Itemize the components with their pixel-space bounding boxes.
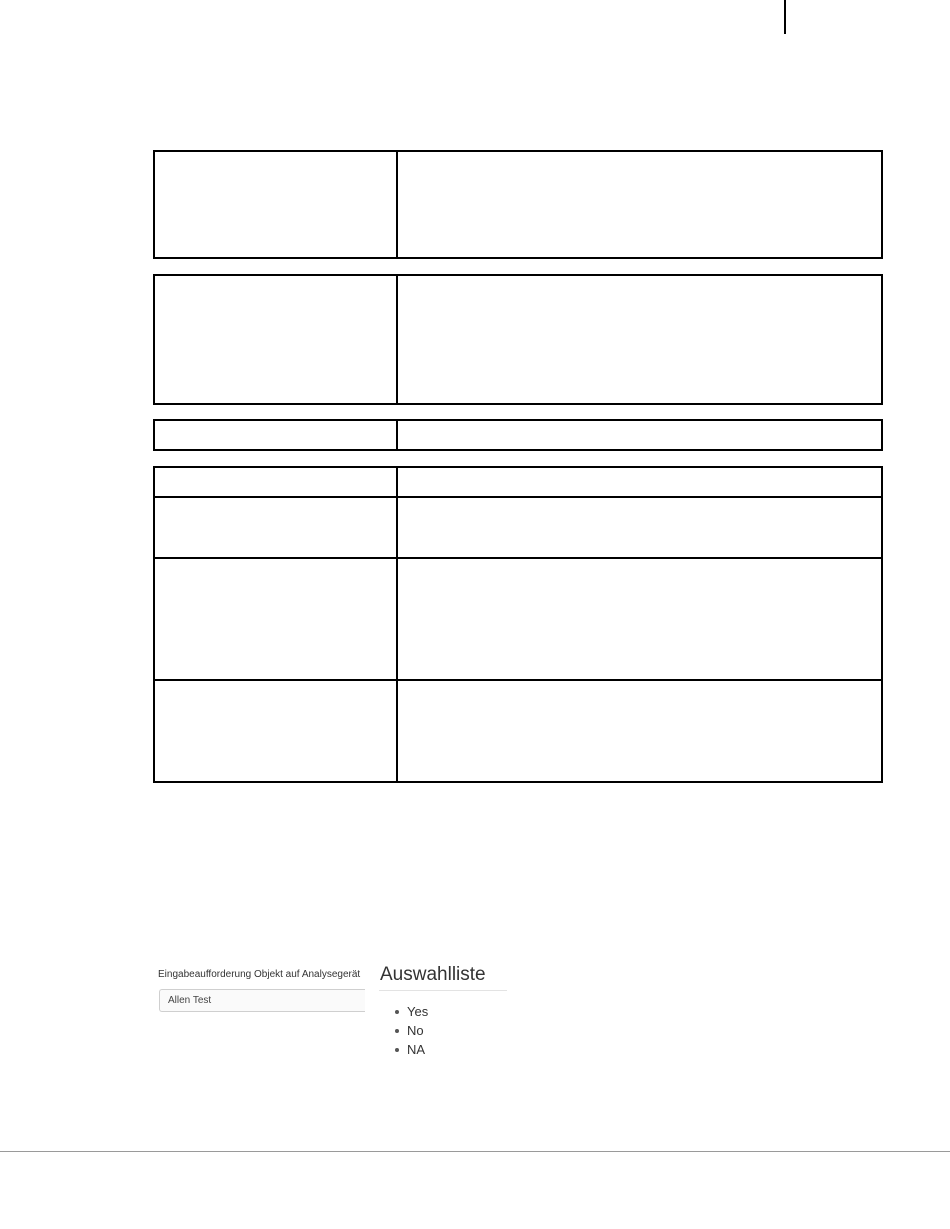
content-table-2 [153,274,883,405]
bullet-icon [395,1010,399,1014]
table-cell [154,467,397,497]
table-cell [154,151,397,258]
footer-divider [0,1151,950,1152]
table-cell [154,558,397,680]
table-cell [397,275,882,404]
table-row [154,680,882,782]
choice-item-label: NA [407,1042,426,1057]
table-cell [397,680,882,782]
table-row [154,558,882,680]
form-preview-screenshot [155,962,515,1062]
title-divider [379,990,507,991]
content-table-1 [153,150,883,259]
table-row [154,275,882,404]
prompt-input[interactable] [159,989,365,1012]
bullet-icon [395,1029,399,1033]
crop-mark [784,0,786,34]
table-cell [154,680,397,782]
choice-list [395,1002,428,1059]
table-row [154,497,882,558]
table-cell [154,275,397,404]
table-cell [154,497,397,558]
content-table-3 [153,419,883,451]
content-table-4 [153,466,883,783]
table-row [154,467,882,497]
choice-item-label: Yes [407,1004,429,1019]
choice-item-na[interactable] [395,1040,428,1059]
choice-item-no[interactable] [395,1021,428,1040]
table-row [154,420,882,450]
choice-item-label: No [407,1023,424,1038]
table-cell [397,497,882,558]
choice-item-yes[interactable] [395,1002,428,1021]
table-cell [154,420,397,450]
bullet-icon [395,1048,399,1052]
table-cell [397,467,882,497]
table-row [154,151,882,258]
table-cell [397,420,882,450]
table-cell [397,558,882,680]
choice-list-title: Auswahlliste [380,964,486,985]
prompt-label: Eingabeaufforderung Objekt auf Analysegerät [158,969,361,980]
table-cell [397,151,882,258]
